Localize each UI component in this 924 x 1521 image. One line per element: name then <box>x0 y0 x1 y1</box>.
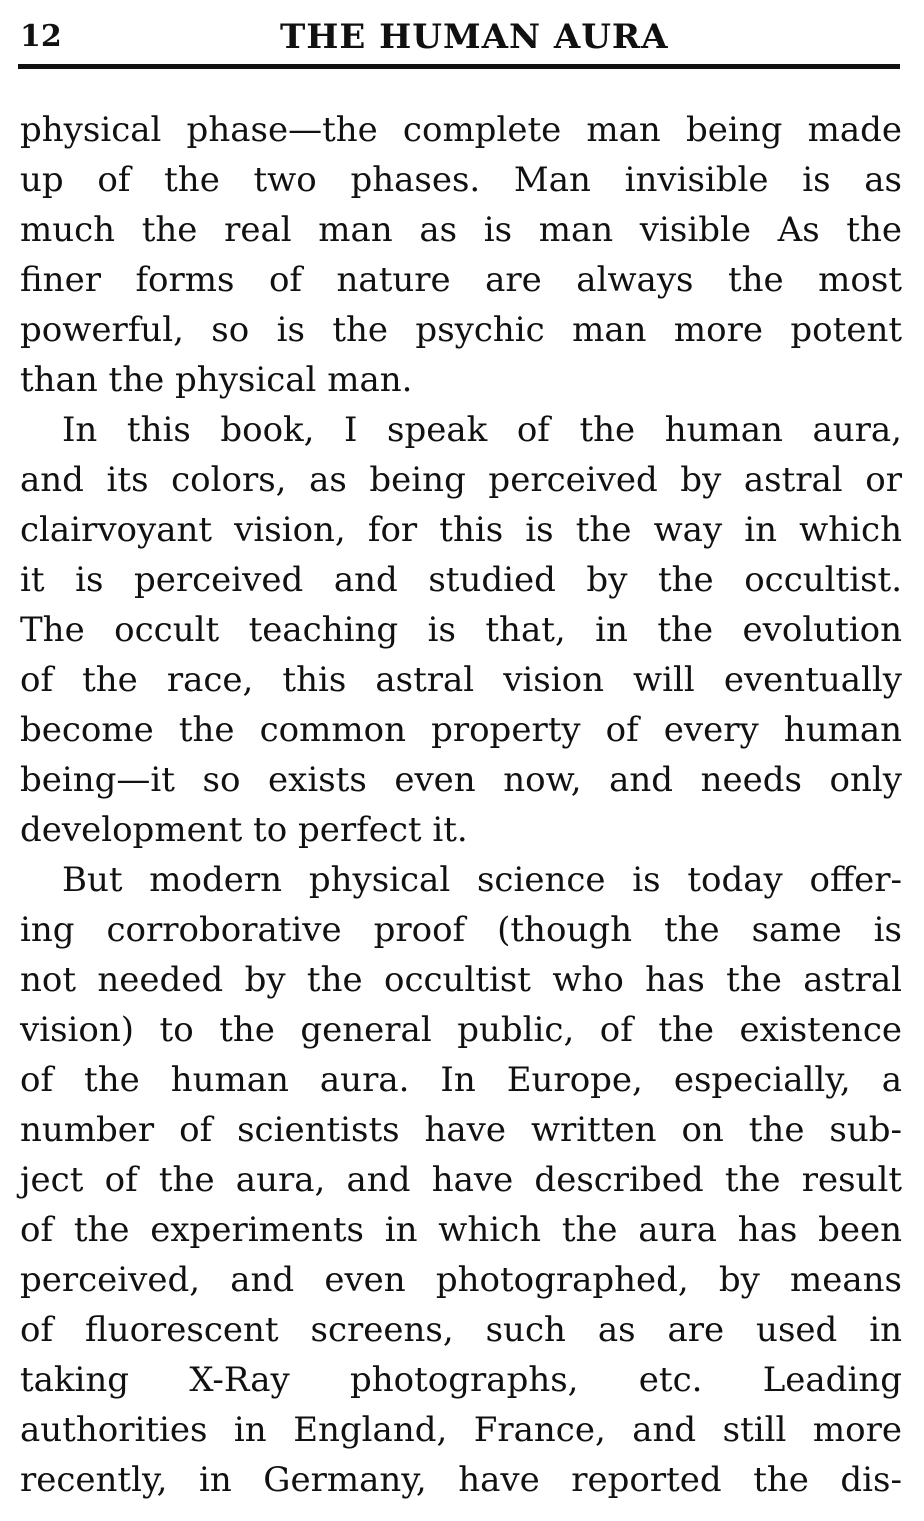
text-line: In this book, I speak of the human aura, <box>62 410 902 450</box>
paragraph <box>20 405 902 855</box>
page-header <box>20 18 900 58</box>
text-line: But modern physical science is today offer- <box>62 860 902 900</box>
text-line: development to perfect it. <box>20 810 468 850</box>
text-line: taking X-Ray photographs, etc. Leading <box>20 1360 902 1400</box>
text-line: powerful, so is the psychic man more potent <box>20 310 902 350</box>
text-line: up of the two phases. Man invisible is as <box>20 160 902 200</box>
text-line: of fluorescent screens, such as are used in <box>20 1310 902 1350</box>
text-line: recently, in Germany, have reported the dis- <box>20 1460 902 1500</box>
text-line: of the human aura. In Europe, especially, a <box>20 1060 902 1100</box>
text-line: it is perceived and studied by the occultist. <box>20 560 902 600</box>
text-line: clairvoyant vision, for this is the way in which <box>20 510 902 550</box>
text-line: authorities in England, France, and still more <box>20 1410 902 1450</box>
text-line: perceived, and even photographed, by means <box>20 1260 902 1300</box>
text-line: of the race, this astral vision will eventually <box>20 660 902 700</box>
paragraph <box>20 105 902 405</box>
running-title: THE HUMAN AURA <box>280 17 669 57</box>
text-line: number of scientists have written on the sub- <box>20 1110 902 1150</box>
text-line: of the experiments in which the aura has been <box>20 1210 902 1250</box>
text-line: ject of the aura, and have described the result <box>20 1160 902 1200</box>
text-line: much the real man as is man visible As the <box>20 210 902 250</box>
header-rule <box>18 64 900 69</box>
text-line: ing corroborative proof (though the same is <box>20 910 902 950</box>
text-line: being—it so exists even now, and needs only <box>20 760 902 800</box>
text-line: not needed by the occultist who has the astral <box>20 960 902 1000</box>
text-line: The occult teaching is that, in the evolution <box>20 610 902 650</box>
text-line: and its colors, as being perceived by astral or <box>20 460 902 500</box>
text-line: finer forms of nature are always the most <box>20 260 902 300</box>
page-number: 12 <box>20 19 62 54</box>
paragraph <box>20 855 902 1505</box>
body-text <box>20 105 902 1505</box>
text-line: vision) to the general public, of the existence <box>20 1010 902 1050</box>
text-line: physical phase—the complete man being made <box>20 110 902 150</box>
text-line: than the physical man. <box>20 360 413 400</box>
text-line: become the common property of every human <box>20 710 902 750</box>
